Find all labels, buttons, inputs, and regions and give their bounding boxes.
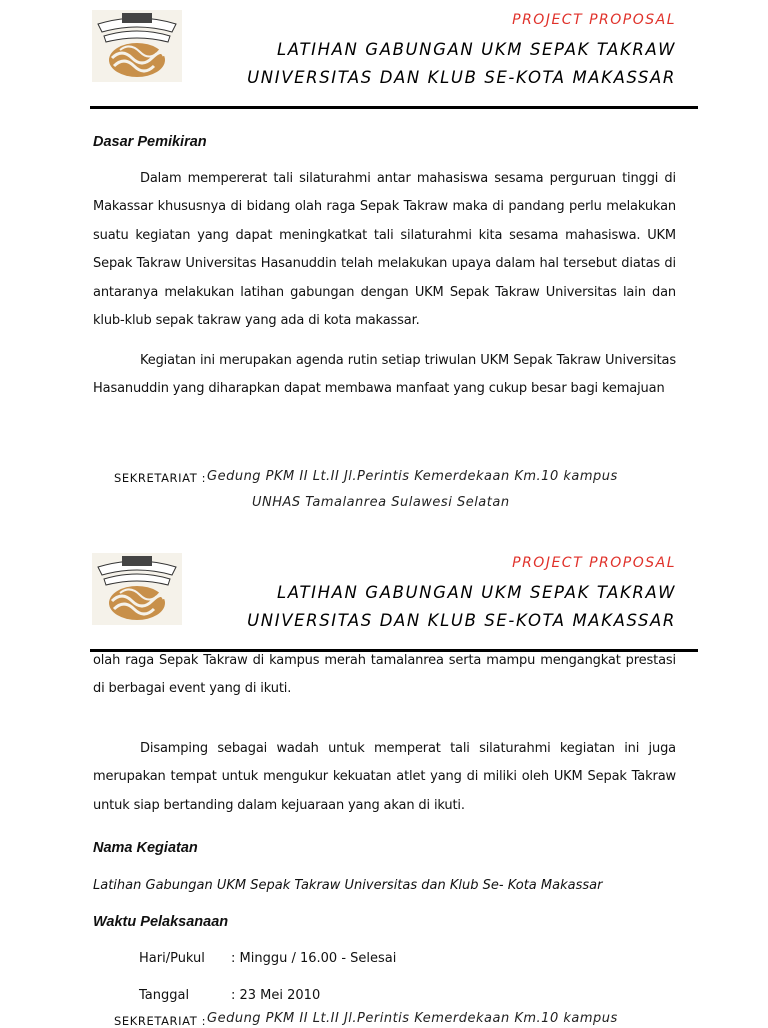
sekretariat-label: SEKRETARIAT : xyxy=(114,471,207,485)
project-proposal-label: PROJECT PROPOSAL xyxy=(512,555,676,571)
project-proposal-label: PROJECT PROPOSAL xyxy=(512,12,676,28)
unhas-logo xyxy=(92,10,182,82)
waktu-pelaksanaan-heading: Waktu Pelaksanaan xyxy=(93,914,229,930)
paragraph-1 xyxy=(93,165,676,335)
tanggal-label: Tanggal xyxy=(139,988,190,1003)
paragraph-2-text: Kegiatan ini merupakan agenda rutin setiap triwulan UKM Sepak Takraw Universitas Hasanuddin yang diharapkan dapat membawa manfaat yang cukup besar bagi kemajuan xyxy=(93,353,676,397)
tanggal-value: : 23 Mei 2010 xyxy=(231,988,321,1003)
title-line-1: LATIHAN GABUNGAN UKM SEPAK TAKRAW xyxy=(277,583,676,602)
unhas-logo xyxy=(92,553,182,625)
paragraph-1-text: Dalam mempererat tali silaturahmi antar mahasiswa sesama perguruan tinggi di Makassar khususnya di bidang olah raga Sepak Takraw maka di pandang perlu melakukan suatu kegiatan yang dapat meningkatkat tali silaturahmi kita sesama mahasiswa. UKM Sepak Takraw Universitas Hasanuddin telah melakukan upaya dalam hal tersebut diatas di antaranya melakukan latihan gabungan dengan UKM Sepak Takraw Universitas lain dan klub-klub sepak takraw yang ada di kota makassar. xyxy=(93,171,676,329)
hari-label: Hari/Pukul xyxy=(139,951,205,966)
address-line-2: UNHAS Tamalanrea Sulawesi Selatan xyxy=(252,495,510,510)
title-line-2: UNIVERSITAS DAN KLUB SE-KOTA MAKASSAR xyxy=(247,68,676,87)
header-rule xyxy=(90,106,698,109)
nama-kegiatan-heading: Nama Kegiatan xyxy=(93,840,198,856)
paragraph-continued: olah raga Sepak Takraw di kampus merah tamalanrea serta mampu mengangkat prestasi di berbagai event yang di ikuti. xyxy=(93,653,676,697)
address-line-1: Gedung PKM II Lt.II Jl.Perintis Kemerdekaan Km.10 kampus xyxy=(207,469,618,484)
paragraph-3-text: Disamping sebagai wadah untuk memperat tali silaturahmi kegiatan ini juga merupakan tempat untuk mengukur kekuatan atlet yang di miliki oleh UKM Sepak Takraw untuk siap bertanding dalam kejuaraan yang akan di ikuti. xyxy=(93,741,676,813)
paragraph-2 xyxy=(93,347,676,404)
nama-kegiatan-value: Latihan Gabungan UKM Sepak Takraw Universitas dan Klub Se- Kota Makassar xyxy=(93,878,603,893)
paragraph-3 xyxy=(93,735,676,820)
sekretariat-label: SEKRETARIAT : xyxy=(114,1014,207,1028)
address-line-1: Gedung PKM II Lt.II Jl.Perintis Kemerdekaan Km.10 kampus xyxy=(207,1011,618,1026)
hari-value: : Minggu / 16.00 - Selesai xyxy=(231,951,397,966)
dasar-pemikiran-heading: Dasar Pemikiran xyxy=(93,134,207,150)
title-line-1: LATIHAN GABUNGAN UKM SEPAK TAKRAW xyxy=(277,40,676,59)
title-line-2: UNIVERSITAS DAN KLUB SE-KOTA MAKASSAR xyxy=(247,611,676,630)
